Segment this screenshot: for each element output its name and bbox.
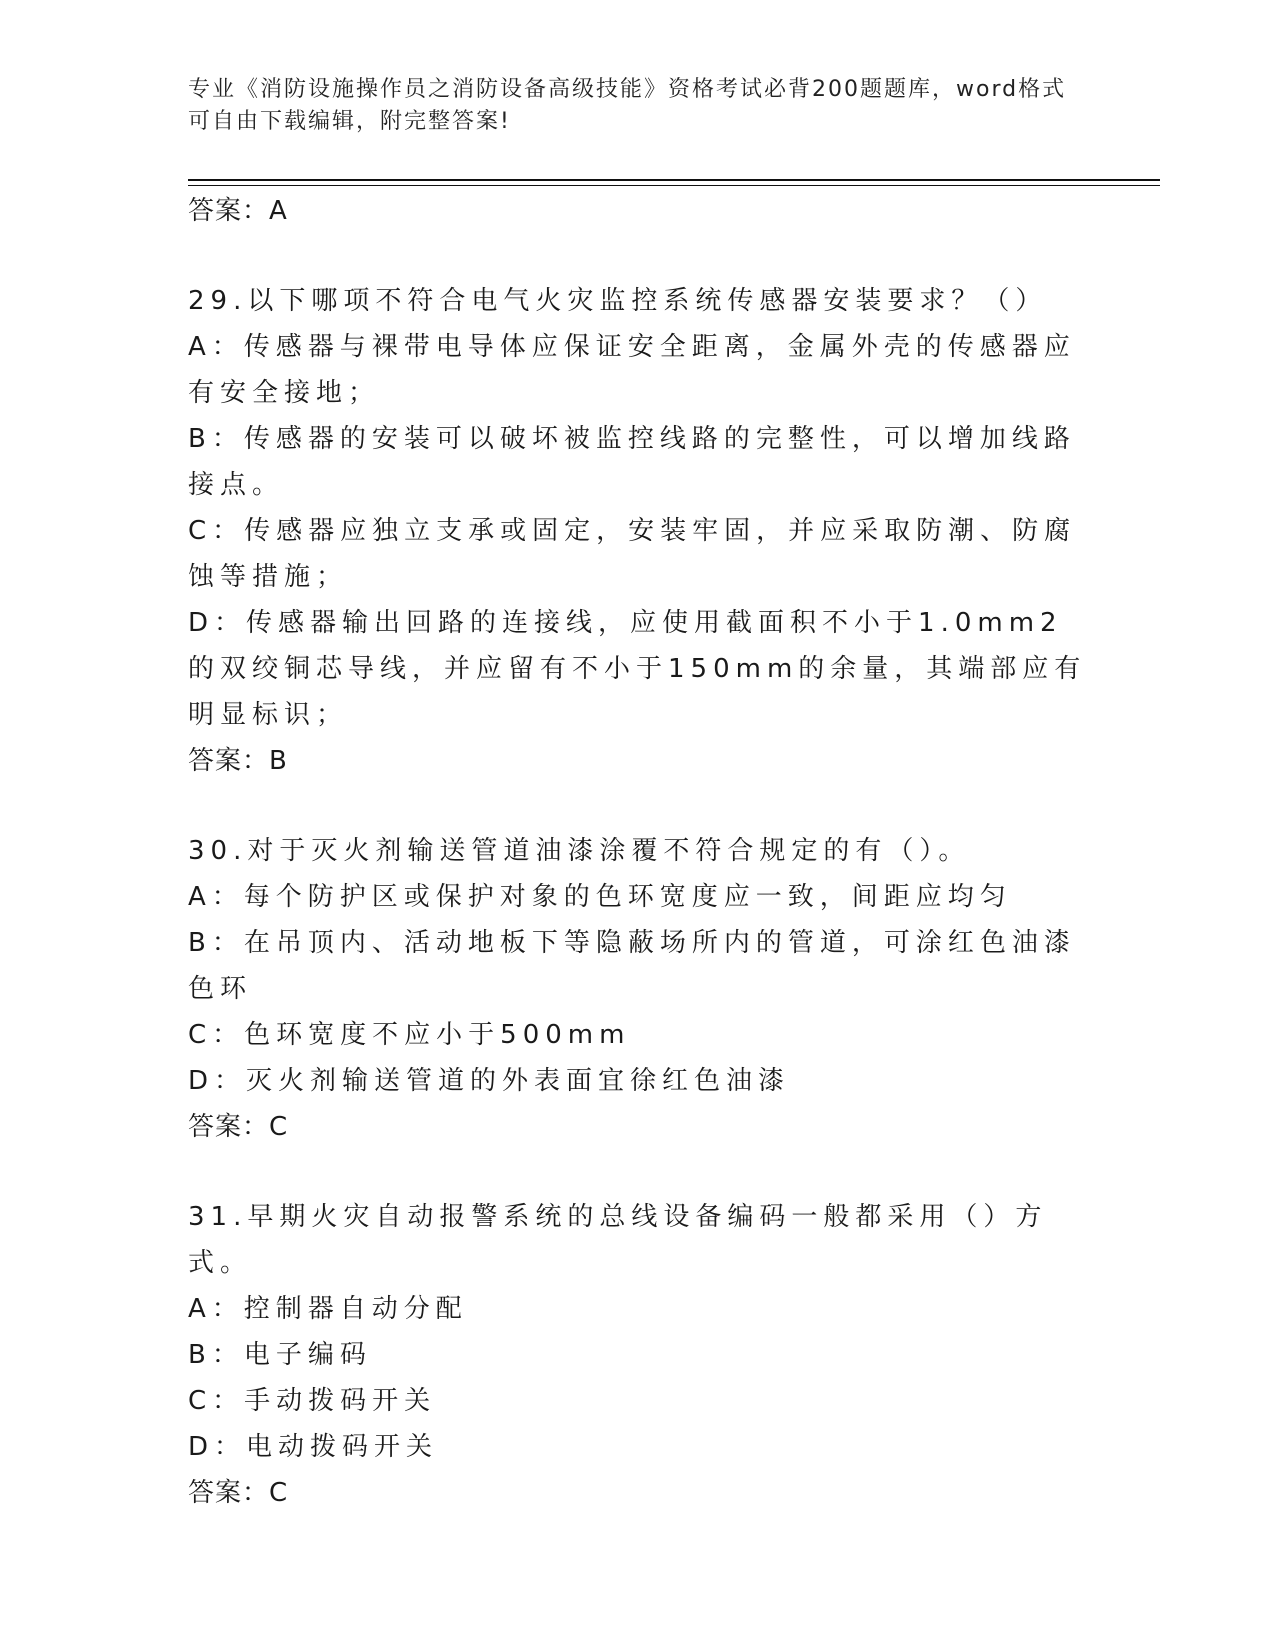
option-b: B：传感器的安装可以破坏被监控线路的完整性，可以增加线路接点。 <box>188 424 1076 500</box>
option-c: C：色环宽度不应小于500mm <box>188 1020 631 1050</box>
answer: 答案：B <box>188 746 288 776</box>
question-31 <box>188 1194 1088 1516</box>
option-d: D：电动拨码开关 <box>188 1432 439 1462</box>
option-a: A：控制器自动分配 <box>188 1294 468 1324</box>
answer: 答案：C <box>188 1112 289 1142</box>
header-divider-thin <box>188 185 1160 186</box>
question-list <box>188 188 1088 1516</box>
option-d: D：传感器输出回路的连接线，应使用截面积不小于1.0mm2的双绞铜芯导线，并应留有不小于150mm的余量，其端部应有明显标识； <box>188 608 1087 730</box>
document-header: 专业《消防设施操作员之消防设备高级技能》资格考试必背200题题库，word格式可自由下载编辑，附完整答案! <box>188 77 1067 134</box>
question-30 <box>188 828 1088 1150</box>
option-c: C：传感器应独立支承或固定，安装牢固，并应采取防潮、防腐蚀等措施； <box>188 516 1077 592</box>
question-stem: 30.对于灭火剂输送管道油漆涂覆不符合规定的有（）。 <box>188 836 971 866</box>
option-d: D：灭火剂输送管道的外表面宜徐红色油漆 <box>188 1066 791 1096</box>
option-b: B：电子编码 <box>188 1340 372 1370</box>
option-c: C：手动拨码开关 <box>188 1386 437 1416</box>
option-b: B：在吊顶内、活动地板下等隐蔽场所内的管道，可涂红色油漆色环 <box>188 928 1076 1004</box>
header-divider-thick <box>188 179 1160 181</box>
answer: 答案：C <box>188 1478 289 1508</box>
previous-answer: 答案：A <box>188 196 288 226</box>
question-stem: 29.以下哪项不符合电气火灾监控系统传感器安装要求？（） <box>188 286 1048 316</box>
option-a: A：每个防护区或保护对象的色环宽度应一致，间距应均匀 <box>188 882 1012 912</box>
question-29 <box>188 278 1088 784</box>
question-stem: 31.早期火灾自动报警系统的总线设备编码一般都采用（）方式。 <box>188 1202 1048 1278</box>
option-a: A：传感器与裸带电导体应保证安全距离，金属外壳的传感器应有安全接地； <box>188 332 1076 408</box>
